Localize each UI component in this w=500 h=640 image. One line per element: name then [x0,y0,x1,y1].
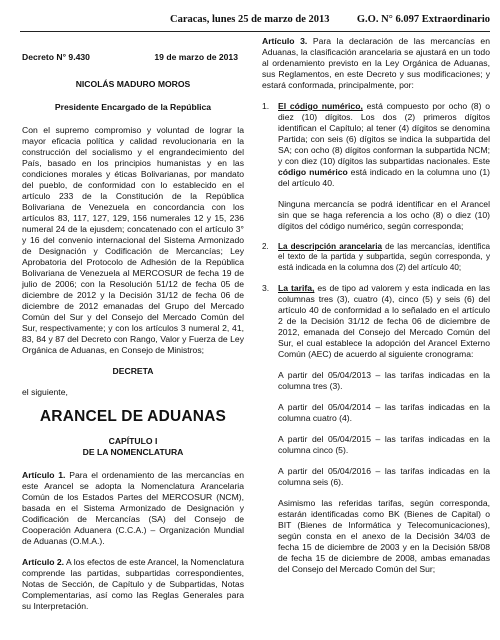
item-1-number: 1. [262,101,270,111]
siguiente-text: el siguiente, [22,387,68,397]
decreta-heading: DECRETA [112,366,154,376]
header-gazette-number: G.O. N° 6.097 Extraordinario [356,14,490,25]
article-2-text: A los efectos de este Arancel, la Nomenclatura comprende las partidas, subpartidas correspondientes, Notas de Sección, de Capítulo y de Subpartidas, Notas Complementarias, así como las Reglas Generales para su Interpretación. [22,557,244,611]
article-1-text: Para el ordenamiento de las mercancías en este Arancel se adopta la Nomenclatura Arancelaria Común de los Estados Partes del MERCOSUR (NCM), basada en el Sistema Armonizado de Designación y Codificación de Mercancías (SA) del Consejo de Cooperación Aduanera (C.C.A.) – Organización Mundial de Aduanas (O.M.A.). [22,470,244,546]
schedule-line-3: A partir del 05/04/2015 – las tarifas indicadas en la columna cinco (5). [278,434,490,456]
decree-line [22,52,238,63]
item-3-head: La tarifa, [278,283,315,294]
schedule-line-4: A partir del 05/04/2016 – las tarifas indicadas en la columna seis (6). [278,466,490,488]
item-1-text-2: está indicado en la columna uno (1) del artículo 40. [278,167,490,188]
item-2-head: La descripción arancelaria [278,242,382,251]
item-2-text: de las mercancías, identifica el texto de la partida y subpartida, según corresponda, y está indicada en la columna dos (2) del artículo 40; [278,242,491,272]
article-3-list [262,101,490,575]
article-2-label: Artículo 2. [22,557,65,567]
item-1-head: El código numérico, [278,101,363,111]
chapter-heading [22,436,244,458]
header-date: Caracas, lunes 25 de marzo de 2013 [170,14,330,25]
preamble-paragraph: Con el supremo compromiso y voluntad de lograr la mayor eficacia política y calidad revolucionaria en la construcción del socialismo y el engrandecimiento del País, basado en los principios humanistas y en las condiciones morales y éticas Bolivarianas, por mandato del pueblo, de conformidad con lo establecido en el artículo 233 de la Constitución de la República Bolivariana de Venezuela en concordancia con los artículos 83, 117, 127, 129, 156 numerales 12 y 15, 236 numeral 24 de la ejusdem; concatenado con el artículo 3° y 16 del convenio internacional del Sistema Armonizado de Designación y Codificación de Mercancías; Ley Aprobatoria del Protocolo de Adhesión de la República Bolivariana de Venezuela al MERCOSUR de fecha 19 de julio de 2006; con la Resolución 51/12 de fecha 05 de diciembre de 2012 y la Decisión 31/12 de fecha 06 de diciembre de 2012 emanadas del Grupo del Mercado Común del Sur y del Consejo del Mercado Común del Sur, respectivamente; y con los artículos 3 numeral 2, 41, 83, 84 y 87 del Decreto con Rango, Valor y Fuerza de Ley Orgánica de Aduanas, en Consejo de Ministros; [22,125,244,355]
chapter-number: CAPÍTULO I [108,436,158,446]
article-3-text: Para la declaración de las mercancías en Aduanas, la clasificación arancelaria se ajustará en un todo al ordenamiento previsto en la Ley Orgánica de Aduanas, sus Reglamentos, en este Decreto y sus modificaciones; y estará conformada, principalmente, por: [262,36,490,90]
item-2-number: 2. [262,242,269,251]
item-1-note: Ninguna mercancía se podrá identificar en el Arancel sin que se haga referencia a los ocho (8) o diez (10) dígitos del código numérico, según corresponda; [278,199,490,231]
list-item [262,283,490,575]
document-title: ARANCEL DE ADUANAS [39,408,227,425]
article-2 [22,557,244,612]
article-3-label: Artículo 3. [262,36,308,46]
schedule-line-2: A partir del 05/04/2014 – las tarifas indicadas en la columna cuatro (4). [278,402,490,424]
article-1 [22,470,244,547]
chapter-name: DE LA NOMENCLATURA [82,447,184,457]
article-3 [262,36,490,91]
decree-date: 19 de marzo de 2013 [154,52,238,62]
list-item [262,101,490,232]
header-rule [20,31,490,32]
signatory-name: NICOLÁS MADURO MOROS [75,79,191,89]
item-3-text: es de tipo ad valorem y esta indicada en las columnas tres (3), cuatro (4), cinco (5) y seis (6) del artículo 40 de conformidad a lo señalado en el artículo 2 de la Decisión 31/12 de fecha 06 de diciembre de 2012, emanada del Consejo del Mercado Común del Sur, el cual establece la adopción del Arancel Externo Común (AEC) de acuerdo al siguiente cronograma: [278,283,490,360]
schedule-line-1: A partir del 05/04/2013 – las tarifas indicadas en la columna tres (3). [278,370,490,392]
page-header [0,4,500,32]
left-column [22,36,244,622]
item-3-number: 3. [262,283,270,294]
list-item [262,242,490,273]
signatory-role: Presidente Encargado de la República [54,102,212,112]
final-paragraph: Asimismo las referidas tarifas, según corresponda, estarán identificadas como BK (Bienes de Capital) o BIT (Bienes de Informática y Telecomunicaciones), según consta en el anexo de la Decisión 34/03 de fecha 15 de diciembre de 2003 y en la Decisión 58/08 de fecha 15 de diciembre de 2008, ambas emanadas del Consejo del Mercado Común del Sur; [278,498,490,575]
article-1-label: Artículo 1. [22,470,66,480]
item-1-text: está compuesto por ocho (8) o diez (10) dígitos. Los dos (2) primeros dígitos identifican el Capítulo; al tener (4) dígitos se denomina Partida; con seis (6) dígitos se indica la subpartida del SA; con ocho (8) dígitos conforman la subpartida NCM; y con diez (10) dígitos las subpartidas nacionales. Este [278,101,490,166]
right-column [262,36,490,585]
item-1-bold: código numérico [278,167,348,177]
decree-number: Decreto N° 9.430 [22,52,90,62]
